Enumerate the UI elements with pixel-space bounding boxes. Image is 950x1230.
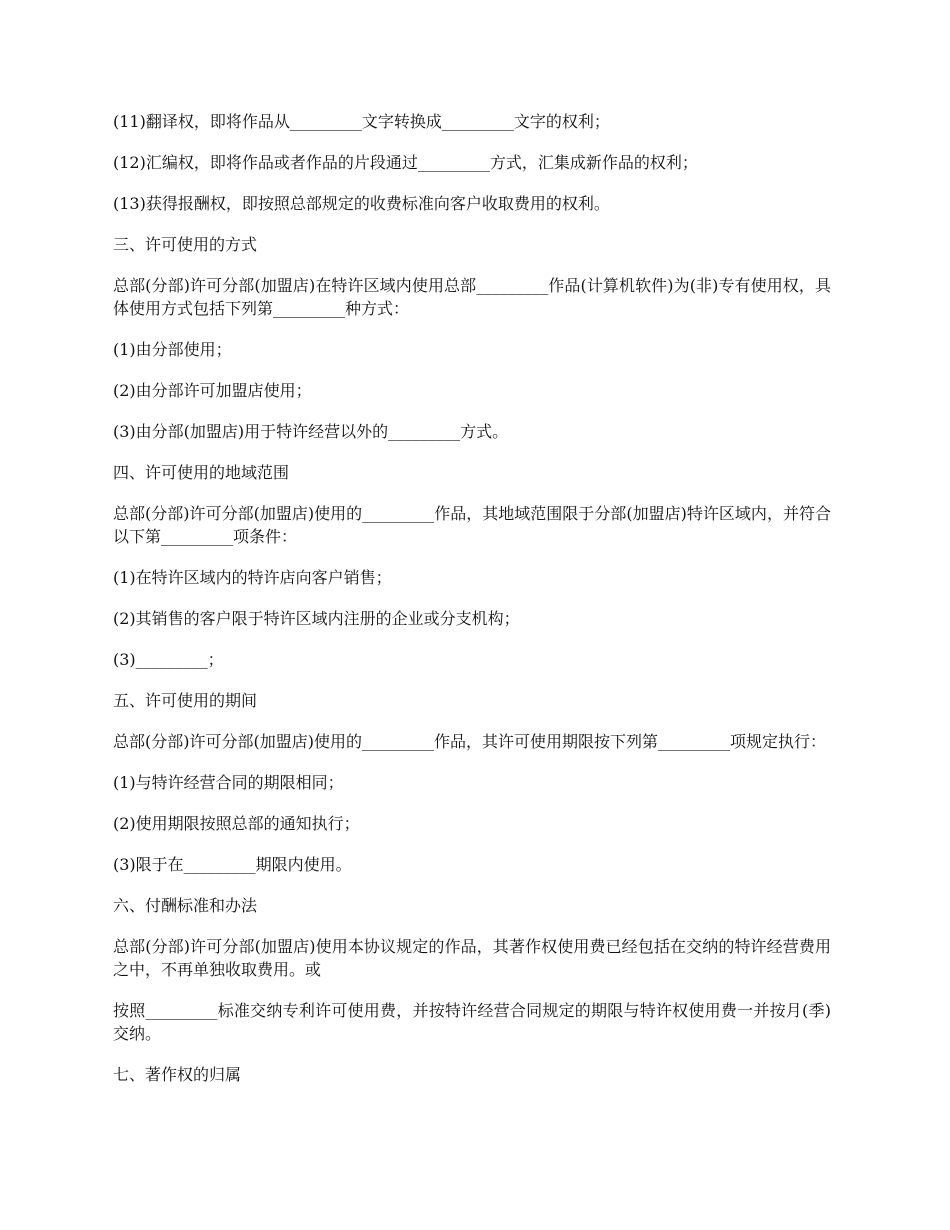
usage-method-body: 总部(分部)许可分部(加盟店)在特许区域内使用总部_________作品(计算机软件)为(非)专有使用权，具体使用方式包括下列第_________种方式： [113,276,831,318]
usage-method-item-2: (2)由分部许可加盟店使用； [113,381,312,400]
payment-body-2: 按照_________标准交纳专利许可使用费，并按特许经营合同规定的期限与特许权使用费一并按月(季)交纳。 [113,1001,831,1043]
territory-item-2: (2)其销售的客户限于特许区域内注册的企业或分支机构； [113,609,520,628]
period-body: 总部(分部)许可分部(加盟店)使用的_________作品，其许可使用期限按下列第_________项规定执行： [113,732,826,751]
section-heading-usage-method: 三、许可使用的方式 [113,235,258,254]
payment-body-1: 总部(分部)许可分部(加盟店)使用本协议规定的作品，其著作权使用费已经包括在交纳的特许经营费用之中，不再单独收取费用。或 [113,937,831,979]
territory-body: 总部(分部)许可分部(加盟店)使用的_________作品，其地域范围限于分部(加盟店)特许区域内，并符合以下第_________项条件： [113,504,831,546]
usage-method-item-1: (1)由分部使用； [113,340,232,359]
section-heading-payment: 六、付酬标准和办法 [113,896,258,915]
territory-item-1: (1)在特许区域内的特许店向客户销售； [113,568,392,587]
clause-translation-right: (11)翻译权，即将作品从_________文字转换成_________文字的权利； [113,112,610,131]
usage-method-item-3: (3)由分部(加盟店)用于特许经营以外的_________方式。 [113,422,509,441]
territory-item-3: (3)_________； [113,650,224,669]
period-item-2: (2)使用期限按照总部的通知执行； [113,814,360,833]
period-item-1: (1)与特许经营合同的期限相同； [113,773,344,792]
clause-compilation-right: (12)汇编权，即将作品或者作品的片段通过_________方式，汇集成新作品的权利； [113,153,698,172]
section-heading-copyright-ownership: 七、著作权的归属 [113,1065,242,1084]
section-heading-period: 五、许可使用的期间 [113,691,258,710]
clause-remuneration-right: (13)获得报酬权，即按照总部规定的收费标准向客户收取费用的权利。 [113,194,610,213]
period-item-3: (3)限于在_________期限内使用。 [113,855,352,874]
section-heading-territory: 四、许可使用的地域范围 [113,463,290,482]
document-page [113,110,831,1104]
